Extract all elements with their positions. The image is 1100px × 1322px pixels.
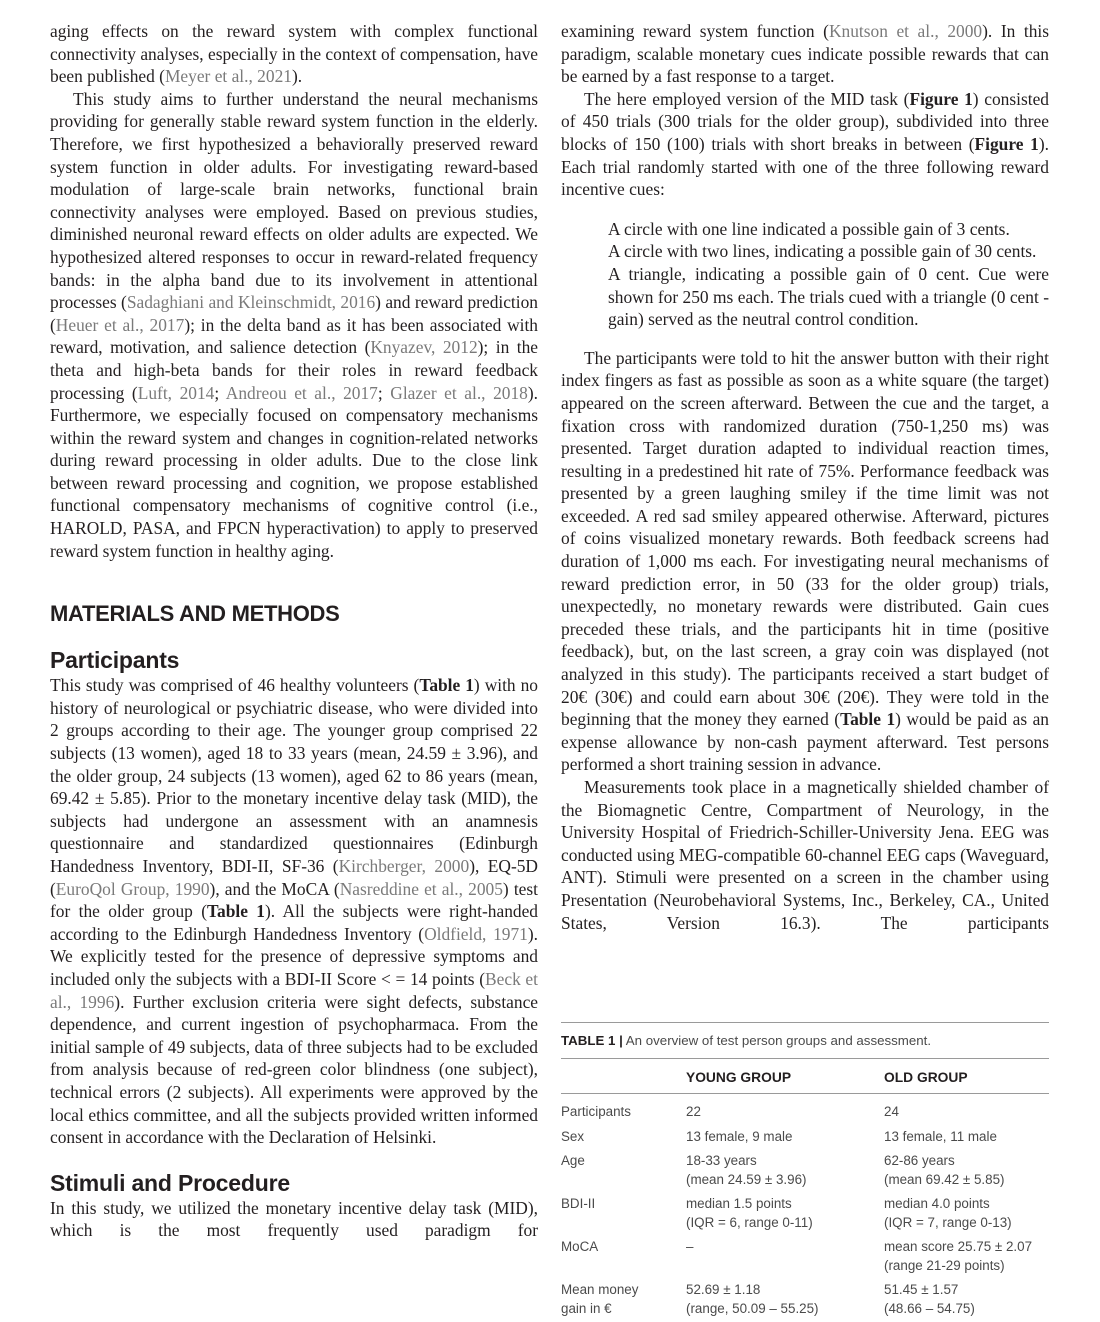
citation-link[interactable]: EuroQol Group, 1990	[55, 878, 210, 899]
procedure-paragraph: The participants were told to hit the answer button with their right index fingers as fast as possible as soon as a white square (the target) appeared on the screen afterward. Between the cue and the target, a fixation cross with randomized duration (750-1,250 ms) was presented. Target duration adapted to individual reaction times, resulting in a predestined hit rate of 75%. Performance feedback was presented by a green laughing smiley if the time limit was not exceeded. A red sad smiley appeared otherwise. Afterward, pictures of coins visualized monetary rewards. Both feedback screens had duration of 1,000 ms each. For investigating neural mechanisms of reward prediction error, in 50 (33 for the older group) trials, unexpectedly, no monetary rewards were distributed. Gain cues preceded these trials, and the participants hit in time (positive feedback), but, on the last screen, a gray coin was displayed (not analyzed in this study). The participants received a start budget of 20€ (30€) and could earn about 30€ (20€). They were told in the beginning that the money they earned (Table 1) would be paid as an expense allowance by non-cash payment afterward. Test persons performed a short training session in advance.	[561, 347, 1049, 775]
table-header-row	[561, 1059, 1049, 1094]
right-column	[561, 20, 1049, 934]
figure-reference-link[interactable]: Figure 1	[974, 133, 1039, 154]
citation-link[interactable]: Nasreddine et al., 2005	[339, 878, 503, 899]
table-1	[561, 1022, 1049, 1322]
table-row	[561, 1193, 1049, 1236]
citation-link[interactable]: Luft, 2014	[137, 382, 215, 403]
old-value: 24	[884, 1104, 899, 1119]
young-value: 18-33 years (mean 24.59 ± 3.96)	[686, 1153, 807, 1187]
table-caption-label: TABLE 1 |	[561, 1033, 623, 1048]
participants-paragraph: This study was comprised of 46 healthy volunteers (Table 1) with no history of neurological or psychiatric disease, who were divided into 2 groups according to their age. The younger group comprised 22 subjects (13 women), aged 18 to 33 years (mean, 24.59 ± 3.96), and the older group, 24 subjects (13 women), aged 62 to 86 years (mean, 69.42 ± 5.85). Prior to the monetary incentive delay task (MID), the subjects had undergone an assessment with an anamnesis questionnaire and standardized questionnaires (Edinburgh Handedness Inventory, BDI-II, SF-36 (Kirchberger, 2000), EQ-5D (EuroQol Group, 1990), and the MoCA (Nasreddine et al., 2005) test for the older group (Table 1). All the subjects were right-handed according to the Edinburgh Handedness Inventory (Oldfield, 1971). We explicitly tested for the presence of depressive symptoms and included only the subjects with a BDI-II Score < = 14 points (Beck et al., 1996). Further exclusion criteria were sight defects, substance dependence, and current ingestion of psychopharmaca. From the initial sample of 49 subjects, data of three subjects had to be excluded from analysis because of red-green color blindness (one subject), technical errors (2 subjects). All experiments were approved by the local ethics committee, and all the subjects provided written informed consent in accordance with the Declaration of Helsinki.	[50, 675, 539, 1148]
citation-link[interactable]: Sadaghiani and Kleinschmidt, 2016	[126, 292, 376, 313]
young-value: 13 female, 9 male	[686, 1128, 793, 1144]
measurements-paragraph: Measurements took place in a magnetically shielded chamber of the Biomagnetic Centre, Compartment of Neurology, in the University Hospital of Friedrich-Schiller-University Jena. EEG was conducted using MEG-compatible 60-channel EEG caps (Waveguard, ANT). Stimuli were presented on a screen in the chamber using Presentation (Neurobehavioral Systems, Inc., Berkeley, CA., United States, Version 16.3). The participants	[561, 777, 1049, 933]
table-row	[561, 1279, 1049, 1322]
intro-paragraph-2: This study aims to further understand the neural mechanisms providing for generally stable reward system function in the elderly. Therefore, we first hypothesized a behaviorally preserved reward system function in older adults. For investigating reward-based modulation of large-scale brain networks, functional brain connectivity analyses were employed. Based on previous studies, diminished neuronal reward effects on older adults are expected. We hypothesized altered responses to occur in reward-related frequency bands: in the alpha band due to its involvement in attentional processes (Sadaghiani and Kleinschmidt, 2016) and reward prediction (Heuer et al., 2017); in the delta band as it has been associated with reward, motivation, and salience detection (Knyazev, 2012); in the theta and high-beta bands for their roles in reward feedback processing (Luft, 2014; Andreou et al., 2017; Glazer et al., 2018). Furthermore, we especially focused on compensatory mechanisms within the reward system and changes in cognition-related networks during reward processing in older adults. Due to the close link between reward processing and cognition, we propose established functional compensatory mechanisms of cognitive control (i.e., HAROLD, PASA, and FPCN hyperactivation) to apply to preserved reward system function in healthy aging.	[50, 88, 539, 561]
citation-link[interactable]: Heuer et al., 2017	[55, 314, 185, 335]
section-heading-materials-methods: MATERIALS AND METHODS	[50, 601, 340, 627]
old-value: 13 female, 11 male	[884, 1128, 997, 1144]
citation-link[interactable]: Glazer et al., 2018	[390, 382, 528, 403]
subsection-heading-participants: Participants	[50, 647, 180, 674]
row-label: BDI-II	[561, 1196, 596, 1211]
table-header-empty	[561, 1059, 686, 1094]
mid-description-paragraph: examining reward system function (Knutson et al., 2000). In this paradigm, scalable monetary cues indicate possible rewards that can be earned by a fast response to a target.	[561, 21, 1049, 87]
table-caption: TABLE 1 | An overview of test person groups and assessment.	[561, 1033, 932, 1048]
young-value: 22	[686, 1104, 701, 1119]
old-value: 51.45 ± 1.57 (48.66 – 54.75)	[884, 1282, 975, 1316]
table-row	[561, 1094, 1049, 1126]
row-label: MoCA	[561, 1239, 599, 1254]
figure-reference-link[interactable]: Figure 1	[909, 88, 973, 109]
old-value: median 4.0 points (IQR = 7, range 0-13)	[884, 1196, 1012, 1230]
table-header-old: OLD GROUP	[884, 1059, 1049, 1094]
mid-task-paragraph: The here employed version of the MID task (Figure 1) consisted of 450 trials (300 trials for the older group), subdivided into three blocks of 150 (100) trials with short breaks in between (Figure 1). Each trial randomly started with one of the three following reward incentive cues:	[561, 88, 1049, 200]
table-row	[561, 1150, 1049, 1193]
table-header-young: YOUNG GROUP	[686, 1059, 884, 1094]
citation-link[interactable]: Meyer et al., 2021	[164, 66, 292, 87]
table-reference-link[interactable]: Table 1	[840, 709, 896, 730]
table-row	[561, 1236, 1049, 1279]
old-value: 62-86 years (mean 69.42 ± 5.85)	[884, 1153, 1005, 1187]
citation-link[interactable]: Beck et al., 1996	[50, 968, 538, 1012]
table-reference-link[interactable]: Table 1	[419, 675, 474, 696]
old-value: mean score 25.75 ± 2.07 (range 21-29 points)	[884, 1239, 1033, 1273]
table-row	[561, 1126, 1049, 1151]
cue-item: A circle with two lines, indicating a possible gain of 30 cents.	[608, 241, 1037, 262]
citation-link[interactable]: Knutson et al., 2000	[828, 21, 983, 41]
young-value: 52.69 ± 1.18 (range, 50.09 – 55.25)	[686, 1282, 819, 1316]
cue-list	[561, 218, 1049, 331]
row-label: Participants	[561, 1104, 631, 1119]
citation-link[interactable]: Andreou et al., 2017	[225, 382, 378, 403]
cue-item: A circle with one line indicated a possible gain of 3 cents.	[608, 218, 1010, 239]
citation-link[interactable]: Oldfield, 1971	[424, 923, 528, 944]
table-reference-link[interactable]: Table 1	[207, 901, 265, 922]
citation-link[interactable]: Kirchberger, 2000	[338, 856, 470, 876]
young-value: –	[686, 1239, 694, 1254]
citation-link[interactable]: Knyazev, 2012	[370, 337, 478, 358]
row-label: Mean money gain in €	[561, 1282, 639, 1316]
subsection-heading-stimuli-procedure: Stimuli and Procedure	[50, 1169, 290, 1196]
row-label: Age	[561, 1153, 585, 1168]
row-label: Sex	[561, 1128, 585, 1144]
left-column	[50, 20, 538, 1242]
stimuli-paragraph: In this study, we utilized the monetary incentive delay task (MID), which is the most frequently used paradigm for	[50, 1197, 538, 1241]
cue-item: A triangle, indicating a possible gain of 0 cent. Cue were shown for 250 ms each. The trials cued with a triangle (0 cent - gain) served as the neutral control condition.	[608, 263, 1049, 330]
participants-table	[561, 1059, 1049, 1322]
intro-paragraph-1: aging effects on the reward system with complex functional connectivity analyses, especially in the context of compensation, have been published (Meyer et al., 2021).	[50, 21, 538, 87]
young-value: median 1.5 points (IQR = 6, range 0-11)	[686, 1196, 813, 1230]
